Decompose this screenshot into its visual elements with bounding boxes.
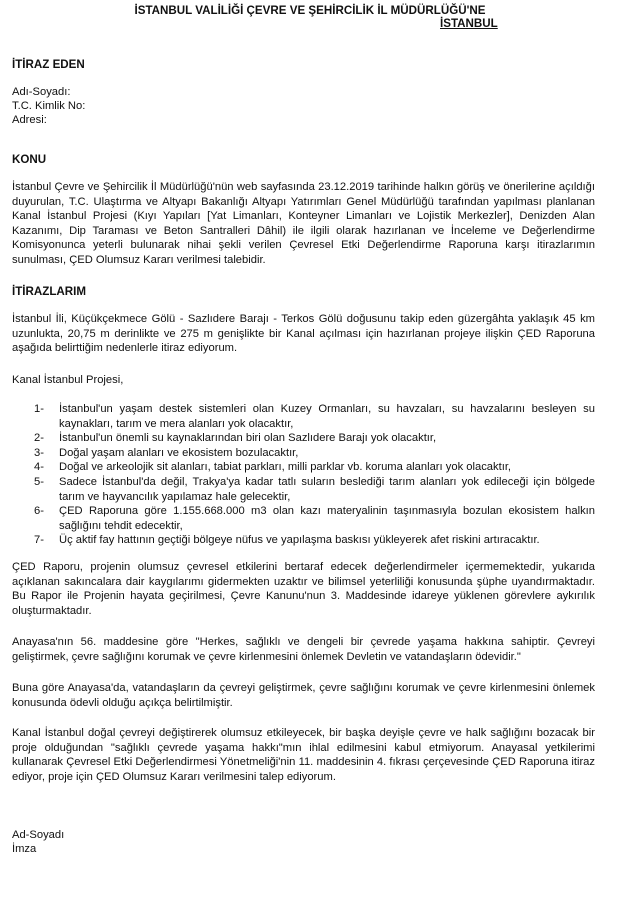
list-item bbox=[34, 504, 595, 533]
list-item-text: Doğal ve arkeolojik sit alanları, tabiat parkları, milli parklar vb. koruma alanları yok olacaktır, bbox=[59, 461, 512, 474]
list-item-text: İstanbul'un önemli su kaynaklarından biri olan Sazlıdere Barajı yok olacaktır, bbox=[59, 432, 437, 445]
subject-paragraph: İstanbul Çevre ve Şehircilik İl Müdürlüğü'nün web sayfasında 23.12.2019 tarihinde halkın görüş ve önerilerine açıldığı duyurulan, T.C. Ulaştırma ve Altyapı Bakanlığı Altyapı Yatırımları Genel Müdürlüğü tarafından yapılması planlanan Kanal İstanbul Projesi (Kıyı Yapıları [Yat Limanları, Konteyner Limanları ve Lojistik Merkezler], Denizden Alan Kazanımı, Dip Taraması ve Beton Santralleri Dâhil) ile ilgili olarak hazırlanan ve İnceleme ve Değerlendirme Komisyonunca yeterli bulunarak nihai şekli verilen Çevresel Etki Değerlendirme Raporuna karşı itirazlarımın sunulması, ÇED Olumsuz Kararı verilmesi talebidir. bbox=[12, 181, 595, 266]
list-item bbox=[34, 446, 595, 461]
signature-label: İmza bbox=[12, 843, 37, 855]
list-item bbox=[34, 475, 595, 504]
list-item-number: 4- bbox=[34, 461, 44, 474]
list-lead: Kanal İstanbul Projesi, bbox=[12, 374, 124, 386]
list-item bbox=[34, 431, 595, 446]
list-item bbox=[34, 402, 595, 431]
list-item-text: İstanbul'un yaşam destek sistemleri olan Kuzey Ormanları, su havzaları, su havzalarını besleyen su kaynakları, tarım ve mera alanları yok olacaktır, bbox=[59, 403, 595, 430]
report-critique-paragraph: ÇED Raporu, projenin olumsuz çevresel etkilerini bertaraf edecek değerlendirmeler içermemektedir, yukarıda açıklanan sakıncalara dair kaygılarımı gidermekten uzaktır ve bilimsel yeterliliği konusunda şüphe uyandırmaktadır. Bu Rapor ile Projenin hayata geçirilmesi, Çevre Kanunu'nun 3. Maddesinde idareye yüklenen görevlere aykırılık oluşturmaktadır. bbox=[12, 561, 595, 617]
list-item-number: 6- bbox=[34, 505, 44, 518]
citizen-duty-paragraph: Buna göre Anayasa'da, vatandaşların da çevreyi geliştirmek, çevre sağlığını korumak ve çevre kirlenmesini önlemek konusunda ödevli olduğu açıkça belirtilmiştir. bbox=[12, 682, 595, 709]
address-field-label: Adresi: bbox=[12, 114, 47, 126]
id-number-field-label: T.C. Kimlik No: bbox=[12, 100, 86, 112]
list-item-number: 5- bbox=[34, 475, 44, 488]
list-item-number: 1- bbox=[34, 403, 44, 415]
list-item-text: Doğal yaşam alanları ve ekosistem bozulacaktır, bbox=[59, 446, 299, 459]
list-item-text: Sadece İstanbul'da değil, Trakya'ya kadar tatlı suların beslediği tarım alanları yok edileceği için bölgede tarım ve hayvancılık yapılamaz hale gelecektir, bbox=[59, 475, 595, 503]
list-item-number: 7- bbox=[34, 534, 44, 547]
addressee-city: İSTANBUL bbox=[440, 17, 498, 30]
objection-list bbox=[34, 402, 595, 548]
addressee-title: İSTANBUL VALİLİĞİ ÇEVRE VE ŞEHİRCİLİK İL MÜDÜRLÜĞÜ'NE bbox=[134, 4, 486, 17]
objections-intro: İstanbul İli, Küçükçekmece Gölü - Sazlıdere Barajı - Terkos Gölü doğusunu takip eden güzergâhta yaklaşık 45 km uzunlukta, 20,75 m derinlikte ve 275 m genişlikte bir Kanal açılması için hazırlanan projeye ilişkin ÇED Raporuna aşağıda belirttiğim nedenlerle itiraz ediyorum. bbox=[12, 313, 595, 355]
list-item-text: Üç aktif fay hattının geçtiği bölgeye nüfus ve yapılaşma baskısı yükleyerek afet riskini artıracaktır. bbox=[59, 534, 540, 547]
list-item-text: ÇED Raporuna göre 1.155.668.000 m3 olan kazı materyalinin taşınmasıyla bozulan ekosistem halkın sağlığını tehdit edecektir, bbox=[59, 505, 595, 532]
request-paragraph: Kanal İstanbul doğal çevreyi değiştirerek olumsuz etkileyecek, bir başka deyişle çevre ve halk sağlığını bozacak bir proje olduğundan "sağlıklı çevrede yaşama hakkı"mın ihlal edilmesini kabul etmiyorum. Anayasal yetkilerimi kullanarak Çevresel Etki Değerlendirmesi Yönetmeliği'nin 11. maddesinin 4. fıkrası çerçevesinde ÇED Raporuna itiraz ediyor, proje için ÇED Olumsuz Kararı verilmesini talep ediyorum. bbox=[12, 727, 595, 783]
list-item-number: 2- bbox=[34, 432, 44, 445]
constitution-quote-paragraph: Anayasa'nın 56. maddesine göre "Herkes, sağlıklı ve dengeli bir çevrede yaşama hakkına sahiptir. Çevreyi geliştirmek, çevre sağlığını korumak ve çevre kirlenmesini önlemek Devletin ve vatandaşların ödevidir." bbox=[12, 636, 595, 663]
name-field-label: Adı-Soyadı: bbox=[12, 86, 71, 98]
list-item bbox=[34, 533, 595, 548]
objections-heading: İTİRAZLARIM bbox=[12, 285, 87, 298]
subject-heading: KONU bbox=[12, 153, 47, 166]
signature-name-label: Ad-Soyadı bbox=[12, 829, 65, 841]
list-item bbox=[34, 460, 595, 475]
list-item-number: 3- bbox=[34, 446, 44, 459]
objector-heading: İTİRAZ EDEN bbox=[12, 58, 85, 71]
